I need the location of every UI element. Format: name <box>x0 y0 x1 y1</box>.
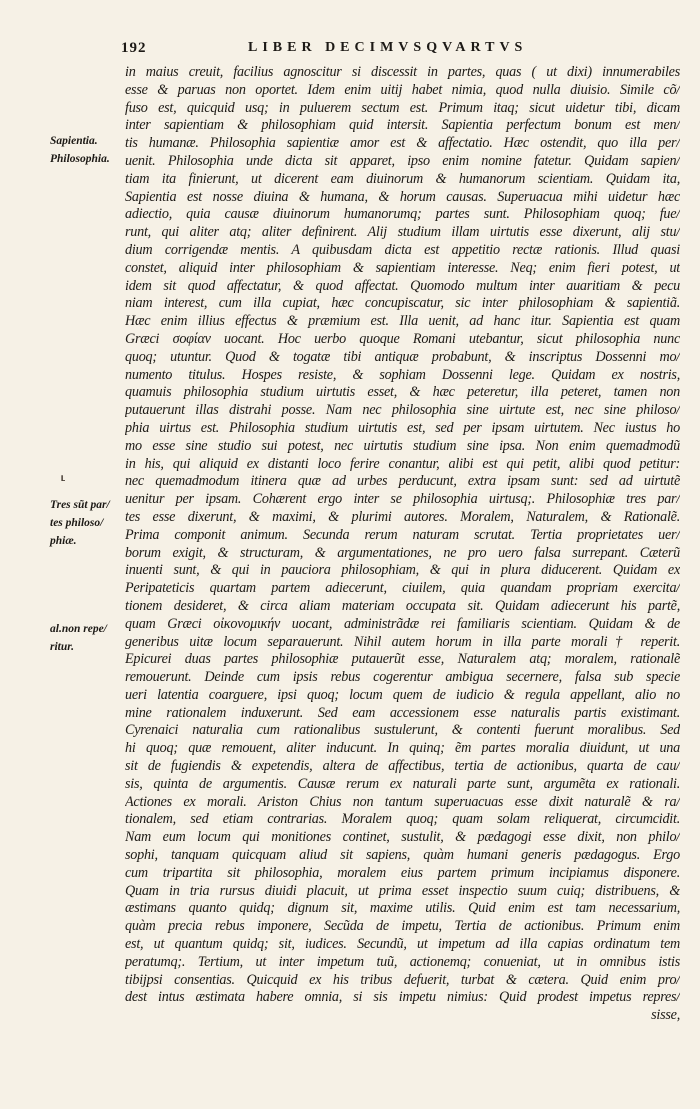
text-line: Hæc enim illius effectus & præmium est. Illa uenit, ad hanc itur. Sapientia est quam <box>125 313 680 330</box>
text-line: putauerunt illas distrahi posse. Nam nec philosophia sine uirtute est, nec sine philoso/ <box>125 402 680 419</box>
text-line: fuso est, quicquid usq; in puluerem sectum est. Primum itaq; sicut uidetur tibi, dicam <box>125 99 680 116</box>
text-line: Cyrenaici naturalia cum rationalibus sustulerunt, & contenti fuerunt moralibus. Sed <box>125 722 680 739</box>
text-line: adiectio, quia causæ diuinorum humanorumq; partes sunt. Philosophiam quoq; fue/ <box>125 206 680 223</box>
margin-note-sapientia: Sapientia. <box>50 135 98 147</box>
text-line: quamuis philosophia studium uirtutis esset, & hæc peteretur, illa peteret, tamen non <box>125 384 680 401</box>
margin-note-non-reperitur-1: al.non repe/ <box>50 623 107 635</box>
text-line: cum tripartita sit philosophia, moralem eius partem primum incipiamus disponere. <box>125 864 680 881</box>
text-line: Nam eum locum qui monitiones continet, sustulit, & pædagogi esse dixit, non philo/ <box>125 829 680 846</box>
main-text <box>125 64 680 1025</box>
text-line: generibus uitæ locum separauerunt. Nihil autem horum in illa parte morali† reperit. <box>125 633 680 650</box>
text-line: Peripateticis quartam partem adiecerunt, ciuilem, quia quandam propriam exercita/ <box>125 580 680 597</box>
text-line: nec quemadmodum itinera quæ ad urbes perducunt, extra ipsam sunt: sed ad uirtutẽ <box>125 473 680 490</box>
text-line: æstimans quanto quidq; dignum sit, maxime utilis. Quid enim est tam necessarium, <box>125 900 680 917</box>
text-line: runt, qui aliter atq; aliter definirent. Alij studium illam uirtutis esse dixerunt, alij stu/ <box>125 224 680 241</box>
running-head: LIBER DECIMVSQVARTVS <box>248 40 528 55</box>
text-line: in his, qui aliquid ex distanti loco ferire conantur, alibi est qui petit, alibi quod petitur: <box>125 455 680 472</box>
text-line: sis, quinta de argumentis. Causæ rerum ex naturali parte sunt, argumẽta ex rationali. <box>125 775 680 792</box>
text-line: numento titulus. Hospes resiste, & sophiam Dossenni lege. Quidam ex nostris, <box>125 366 680 383</box>
text-line: in maius creuit, facilius agnoscitur si discessit in partes, quas ( ut dixi) innumerabiles <box>125 64 680 80</box>
text-line: tionalem, sed etiam contrarias. Moralem quoq; quam solam reliquerat, circumcidit. <box>125 811 680 828</box>
text-line: quàm precia rebus imponere, Secũda de impetu, Tertia de actionibus. Primum enim <box>125 918 680 935</box>
page-header <box>0 36 700 62</box>
text-line: Epicurei duas partes philosophiæ putauerũt esse, Naturalem atq; moralem, rationalẽ <box>125 651 680 668</box>
margin-note-philosophia: Philosophia. <box>50 153 110 165</box>
text-line: uenitur per ipsam. Cohærent ergo inter se philosophia uirtusq;. Philosophiæ tres par/ <box>125 491 680 508</box>
text-line: dest intus æstimata habere omnia, si sis impetu nimius: Quid prodest impetus repres/ <box>125 989 680 1006</box>
text-line: tionem desideret, & circa aliam materiam occupata sit. Quidam adiecerunt his partẽ, <box>125 597 680 614</box>
text-line: inter sapientiam & philosophiam quid intersit. Sapientia perfectum bonum est men/ <box>125 117 680 134</box>
text-line: Sapientia est nosse diuina & humana, & horum causas. Superuacua mihi uidetur hæc <box>125 188 680 205</box>
text-line: inuenti sunt, & qui in pauciora philosophiam, & qui in plura diducerent. Quidam ex <box>125 562 680 579</box>
text-line: tis humanæ. Philosophia sapientiæ amor est & affectatio. Hæc ostendit, quo illa per/ <box>125 135 680 152</box>
margin-mark: ⸤ <box>60 466 67 483</box>
text-line: quoq; utuntur. Quod & togatæ tibi antiquæ probabunt, & inscriptus Dossenni mo/ <box>125 348 680 365</box>
text-line: remouerunt. Deinde cum ipsis rebus cogerentur ambigua secernere, falsa sub specie <box>125 669 680 686</box>
text-line: tibijpsi consentias. Quicquid ex his tribus defuerit, turbat & cætera. Quid enim pro/ <box>125 971 680 988</box>
text-line: peratumq;. Tertium, ut inter impetum tuũ, actionemq; conueniat, ut in omnibus istis <box>125 953 680 970</box>
text-line: uenit. Philosophia unde dicta sit apparet, ipso enim nomine fatetur. Quidam sapien/ <box>125 152 680 169</box>
margin-note-tres-partes-3: phiæ. <box>50 535 77 547</box>
text-line: sophi, tanquam quicquam aliud sit sapiens, quàm humani generis pædagogus. Ergo <box>125 847 680 864</box>
text-line: phia uirtus est. Philosophia studium uirtutis est, sed per ipsam uirtutem. Nec iustus ho <box>125 419 680 436</box>
text-line: Prima componit animum. Secunda rerum naturam scrutat. Tertia proprietates uer/ <box>125 526 680 543</box>
text-line: dium corrigendæ mentis. A quibusdam dicta est appetitio rectæ rationis. Illud quasi <box>125 241 680 258</box>
text-line: tiam ita finierunt, ut dicerent eam diuinorum & humanorum scientiam. Quidam ita, <box>125 170 680 187</box>
text-line: sit de fugiendis & expetendis, altera de affectibus, tertia de actionibus, quarta de cau/ <box>125 758 680 775</box>
text-line: Quam in tria rursus diuidi placuit, ut prima esset inspectio suum cuiq; distribuens, & <box>125 882 680 899</box>
text-line: mo esse sine studio sui potest, nec uirtutis studium sine ipsa. Non enim quemadmodũ <box>125 437 680 454</box>
page-number: 192 <box>121 40 147 56</box>
text-line: esse & paruas non oportet. Idem enim uitij habet nimia, quod nulla diuisio. Simile cõ/ <box>125 81 680 98</box>
margin-note-tres-partes-2: tes philoso/ <box>50 517 104 529</box>
text-line: mine rationalem induxerunt. Sed eam accessionem esse naturalis partis existimant. <box>125 704 680 721</box>
catchword: sisse, <box>651 1007 680 1024</box>
margin-note-tres-partes-1: Tres sũt par/ <box>50 499 110 511</box>
text-line: ueri latentia coarguere, ipsi quoq; locum quem de iudicio & regula appellant, alio no <box>125 686 680 703</box>
text-line: Græci σοφίαν uocant. Hoc uerbo quoque Romani utebantur, sicut philosophia nunc <box>125 330 680 347</box>
text-line: idem sit quod affectatur, & quod affectat. Quomodo multum inter auaritiam & pecu <box>125 277 680 294</box>
text-line: constet, aliquid inter philosophiam & sapientiam interesse. Neq; enim fieri potest, ut <box>125 259 680 276</box>
text-line: hi quoq; quæ remouent, aliter inducunt. In quinq; ẽm partes moralia diuidunt, ut una <box>125 740 680 757</box>
text-line: est, ut quantum quidq; sit, iudices. Secundũ, ut impetum ad illa capias ordinatum tem <box>125 936 680 953</box>
margin-note-non-reperitur-2: ritur. <box>50 641 74 653</box>
text-line: niam interest, cum illa cupiat, hæc concupiscatur, sic inter philosophiam & sapientiã. <box>125 295 680 312</box>
text-line: tes esse dixerunt, & maximi, & plurimi autores. Moralem, Naturalem, & Rationalẽ. <box>125 508 680 525</box>
text-line: Actiones ex morali. Ariston Chius non tantum superuacuas esse dixit naturalẽ & ra/ <box>125 793 680 810</box>
text-line: quam Græci οἰκονομικήν uocant, administrãdæ rei familiaris scientiam. Quidam & de <box>125 615 680 632</box>
text-line: borum exigit, & structuram, & argumentationes, ne pro uero falsa surrepant. Cæterũ <box>125 544 680 561</box>
